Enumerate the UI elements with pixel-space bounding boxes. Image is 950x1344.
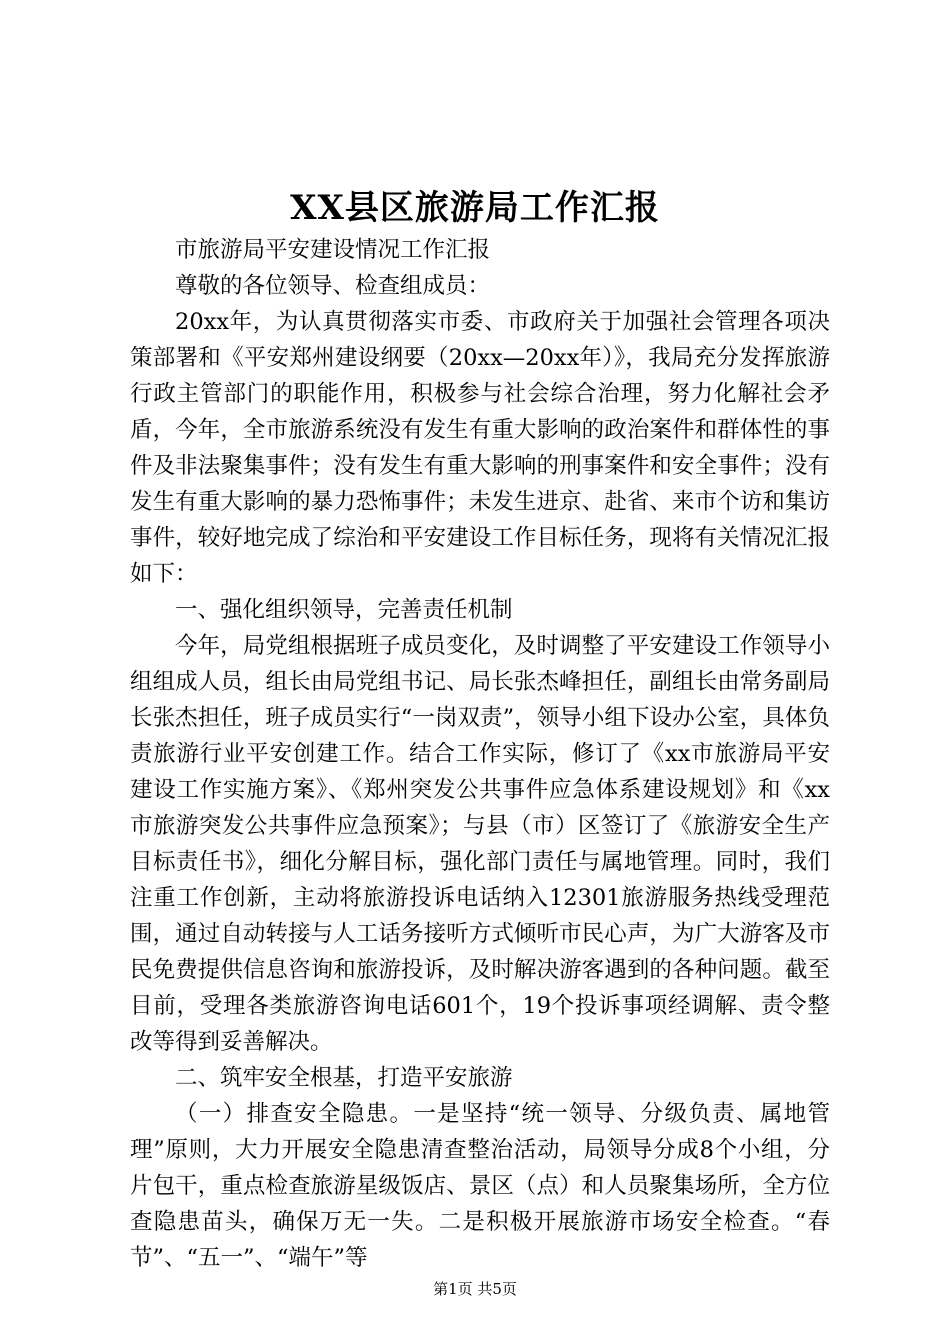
document-title: XX县区旅游局工作汇报 xyxy=(290,188,660,228)
section-heading-1: 一、强化组织领导，完善责任机制 xyxy=(175,597,513,623)
paragraph-section-1: 今年，局党组根据班子成员变化，及时调整了平安建设工作领导小组组成人员，组长由局党组书记、局长张杰峰担任，副组长由常务副局长张杰担任，班子成员实行“一岗双责”，领导小组下设办公室，具体负责旅游行业平安创建工作。结合工作实际，修订了《xx市旅游局平安建设工作实施方案》、《郑州突发公共事件应急体系建设规划》和《xx市旅游突发公共事件应急预案》；与县（市）区签订了《旅游安全生产目标责任书》，细化分解目标，强化部门责任与属地管理。同时，我们注重工作创新，主动将旅游投诉电话纳入12301旅游服务热线受理范围，通过自动转接与人工话务接听方式倾听市民心声，为广大游客及市民免费提供信息咨询和旅游投诉，及时解决游客遇到的各种问题。截至目前，受理各类旅游咨询电话601个，19个投诉事项经调解、责令整改等得到妥善解决。 xyxy=(130,633,830,1055)
paragraph-intro: 20xx年，为认真贯彻落实市委、市政府关于加强社会管理各项决策部署和《平安郑州建设纲要（20xx—20xx年）》，我局充分发挥旅游行政主管部门的职能作用，积极参与社会综合治理，努力化解社会矛盾，今年，全市旅游系统没有发生有重大影响的政治案件和群体性的事件及非法聚集事件；没有发生有重大影响的刑事案件和安全事件；没有发生有重大影响的暴力恐怖事件；未发生进京、赴省、来市个访和集访事件，较好地完成了综治和平安建设工作目标任务，现将有关情况汇报如下： xyxy=(130,309,830,587)
page-footer: 第1页 共5页 xyxy=(433,1280,517,1298)
paragraph-subtitle: 市旅游局平安建设情况工作汇报 xyxy=(175,237,491,263)
section-heading-2: 二、筑牢安全根基，打造平安旅游 xyxy=(175,1065,513,1091)
document-body xyxy=(130,232,830,1276)
paragraph-salutation: 尊敬的各位领导、检查组成员： xyxy=(175,273,491,299)
paragraph-section-2: （一）排查安全隐患。一是坚持“统一领导、分级负责、属地管理”原则，大力开展安全隐患清查整治活动，局领导分成8个小组，分片包干，重点检查旅游星级饭店、景区（点）和人员聚集场所，全方位查隐患苗头，确保万无一失。二是积极开展旅游市场安全检查。“春节”、“五一”、“端午”等 xyxy=(130,1101,830,1271)
